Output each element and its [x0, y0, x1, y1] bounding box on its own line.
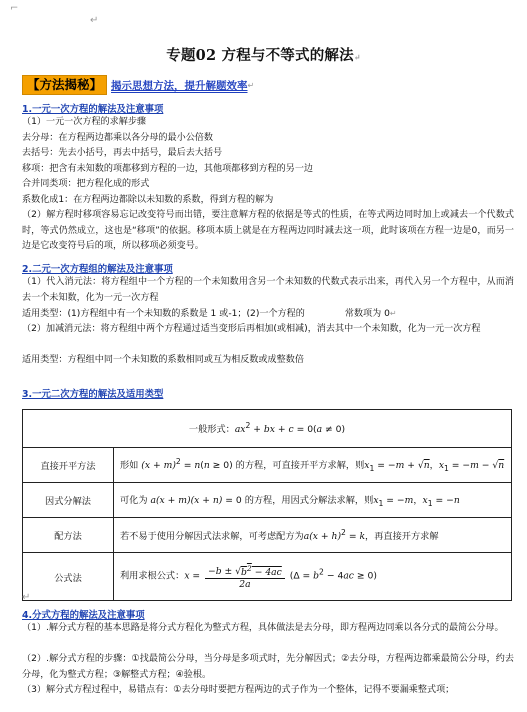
table-row — [23, 410, 512, 448]
method-subtitle: 揭示思想方法，提升解题效率 — [111, 79, 248, 92]
s1-line-6: 系数化成1：在方程两边都除以未知数的系数，得到方程的解为 — [22, 195, 274, 205]
quadratic-methods-table — [22, 409, 512, 601]
method-label: 因式分解法 — [23, 483, 114, 518]
s4-pitfalls: （3）解分式方程过程中，易错点有：①去分母时要把方程两边的式子作为一个整体，记得不要漏乘整式项； — [22, 685, 455, 695]
general-form-cell: 一般形式：$ax^2$ + bx + c = 0(a ≠ 0) — [23, 410, 512, 448]
s1-line-1: （1）一元一次方程的求解步骤 — [22, 117, 147, 127]
method-desc: 可化为 a(x + m)(x + n) = 0 的方程，用因式分解法求解，则$x_1 = -m$，$x_1 = -n$ — [114, 483, 512, 518]
document-title: 专题02 方程与不等式的解法↵ — [166, 47, 361, 64]
s4-basic-idea: （1）.解分式方程的基本思路是将分式方程化为整式方程，具体做法是去分母，即方程两边同乘以各分式的最简公分母。 — [22, 623, 504, 633]
method-desc: 形如 $(x + m)^2 = n(n \ge 0)$ 的方程，可直接开平方求解，则$x_1 = -m + √n$，$x_1 = -m - √n$ — [114, 448, 512, 483]
s2-type-2: 适用类型：方程组中同一个未知数的系数相同或互为相反数或成整数倍 — [22, 355, 304, 365]
section-1-heading: 1.一元一次方程的解法及注意事项 — [22, 104, 164, 115]
section-2-heading: 2.二元一次方程组的解法及注意事项 — [22, 264, 173, 275]
s2-type-1: 适用类型：(1)方程组中有一个未知数的系数是 1 或-1；(2)一个方程的 常数项为 0↵ — [22, 309, 397, 319]
method-label: 公式法 — [23, 553, 114, 601]
paragraph-mark-icon: ↵ — [90, 15, 99, 26]
quadratic-formula: $\frac{-b \pm √b^2 - 4ac}{2a}$ — [205, 563, 285, 589]
s1-line-3: 去括号：先去小括号，再去中括号，最后去大括号 — [22, 148, 223, 158]
paragraph-mark-icon: ↵ — [22, 592, 31, 603]
table-row — [23, 553, 512, 601]
table-row — [23, 483, 512, 518]
method-desc: 若不易于使用分解因式法求解，可考虑配方为$a(x + h)^2 = k$，再直接开方求解 — [114, 518, 512, 553]
section-3-heading: 3.一元二次方程的解法及适用类型 — [22, 389, 164, 400]
method-label: 直接开平方法 — [23, 448, 114, 483]
s1-line-5: 合并同类项：把方程化成的形式 — [22, 179, 150, 189]
s1-note: （2）解方程时移项容易忘记改变符号而出错，要注意解方程的依据是等式的性质，在等式两边同时加上或减去一个代数式时，等式仍然成立，这也是“移项”的依据。移项本质上就是在方程两边同时减去这一项，此时该项在方程一边是0，而另一边是它改变符号后的项，所以移项必须变号。 — [22, 210, 514, 251]
s1-line-4: 移项：把含有未知数的项都移到方程的一边，其他项都移到方程的另一边 — [22, 164, 314, 174]
table-row — [23, 518, 512, 553]
s4-steps: （2）.解分式方程的步骤：①找最简公分母，当分母是多项式时，先分解因式；②去分母，方程两边都乘最简公分母，约去分母，化为整式方程；③解整式方程；④验根。 — [22, 654, 514, 680]
method-label: 配方法 — [23, 518, 114, 553]
s1-line-2: 去分母：在方程两边都乘以各分母的最小公倍数 — [22, 133, 213, 143]
table-row — [23, 448, 512, 483]
section-4-heading: 4.分式方程的解法及注意事项 — [22, 610, 145, 621]
s2-substitution: （1）代入消元法：将方程组中一个方程的一个未知数用含另一个未知数的代数式表示出来，再代入另一个方程中，从而消去一个未知数，化为一元一次方程 — [22, 277, 514, 303]
method-badge: 【方法揭秘】 — [22, 75, 107, 95]
s2-elimination: （2）加减消元法：将方程组中两个方程通过适当变形后再相加(或相减)，消去其中一个未知数，化为一元一次方程 — [22, 324, 481, 334]
method-section-header: 【方法揭秘】 揭示思想方法，提升解题效率 ↵ — [22, 76, 254, 94]
method-desc: 利用求根公式：x = $\frac{-b \pm √b^2 - 4ac}{2a}$ $(\Delta = b^2 - 4ac \ge 0)$ — [114, 553, 512, 601]
corner-mark: ⌐ — [10, 3, 19, 14]
